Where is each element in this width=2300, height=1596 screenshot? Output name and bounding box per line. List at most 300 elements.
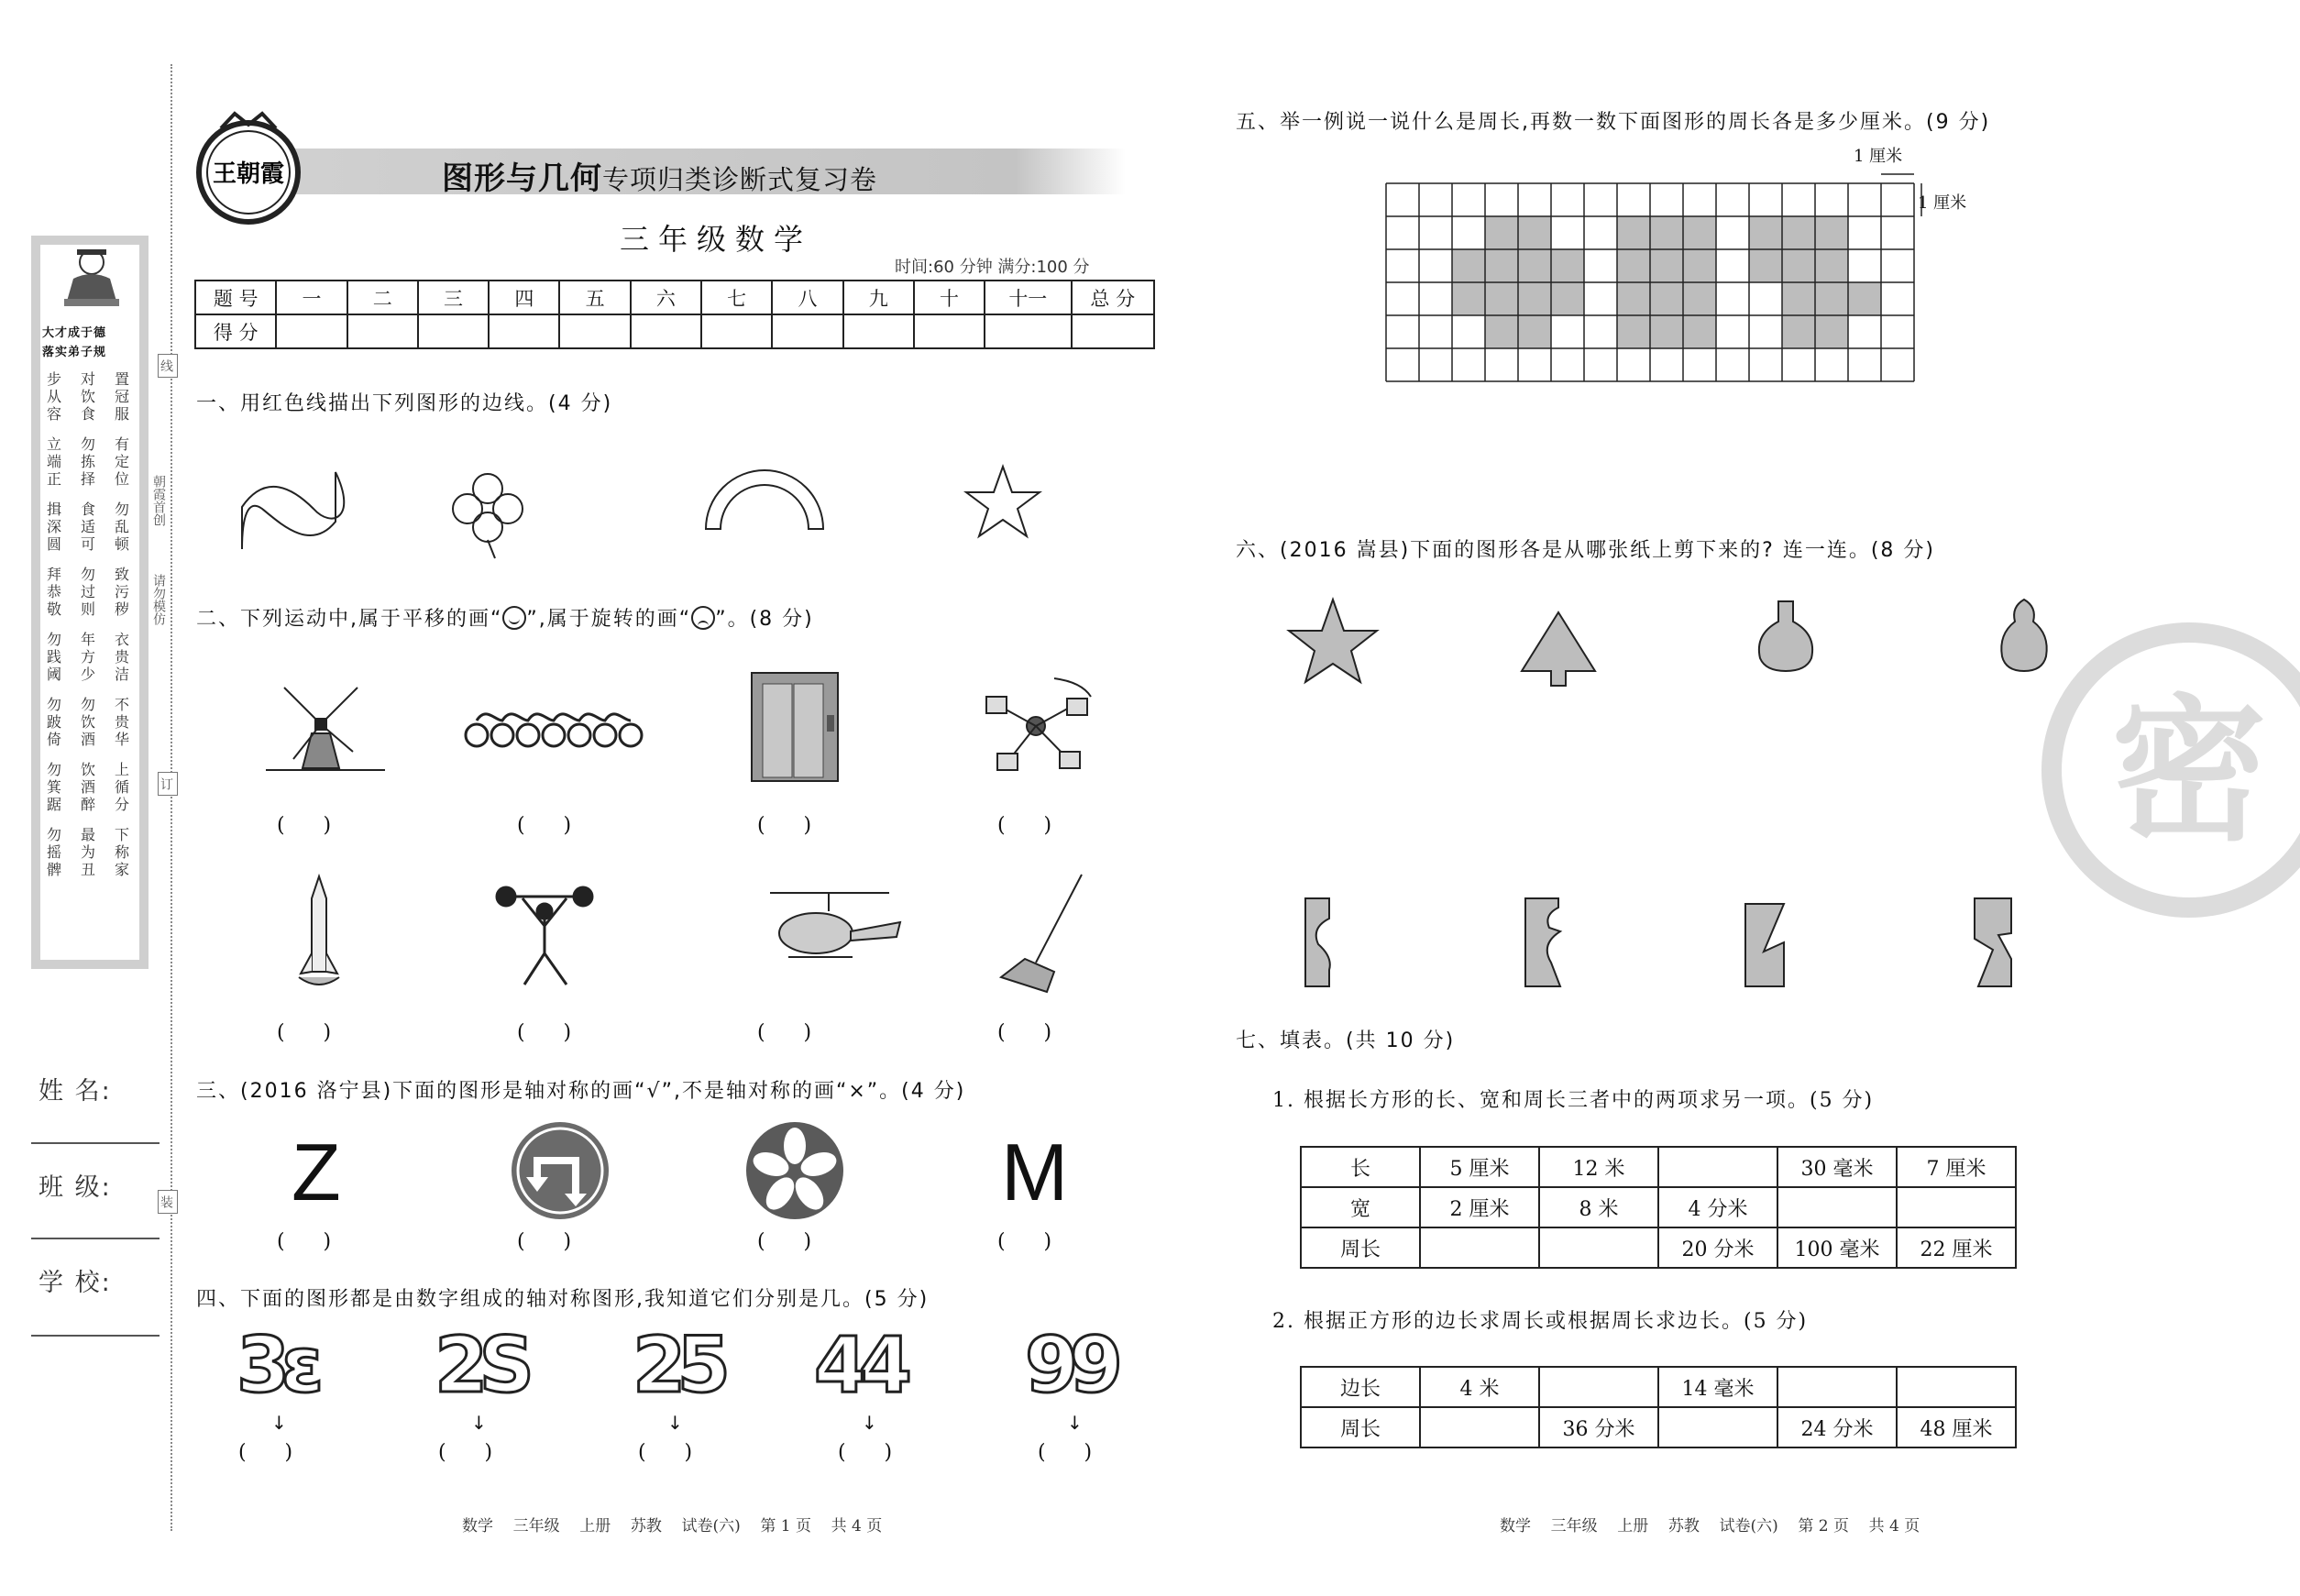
- answer-paren-q2-1[interactable]: ( ): [277, 814, 332, 837]
- exam-title: [442, 153, 877, 198]
- slogan-line-2: 落实弟子规: [42, 346, 107, 359]
- score-header-cell: 十: [914, 281, 985, 314]
- answer-cell[interactable]: [1420, 1227, 1539, 1268]
- grid-shaded-cell: [1617, 282, 1650, 315]
- rule-char: 污: [114, 583, 129, 600]
- rule-char: 勿: [46, 761, 61, 778]
- answer-cell[interactable]: [1897, 1187, 2016, 1227]
- rule-char: 置: [114, 370, 129, 388]
- digit-symmetry-shape: 99: [1025, 1320, 1114, 1410]
- rule-column: [108, 696, 136, 748]
- score-cell[interactable]: [631, 314, 701, 348]
- q2-text-a: 二、下列运动中,属于平移的画“: [196, 608, 503, 631]
- rule-char: 圆: [46, 535, 61, 553]
- answer-paren-q2-4[interactable]: ( ): [997, 814, 1052, 837]
- grid-shaded-cell: [1749, 216, 1782, 249]
- question-7-1: 1. 根据长方形的长、宽和周长三者中的两项求另一项。(5 分): [1272, 1089, 1875, 1112]
- rule-char: 择: [80, 470, 95, 488]
- score-cell[interactable]: [1072, 314, 1155, 348]
- rule-char: 家: [114, 861, 129, 878]
- q2-text-c: ”。(8 分): [715, 608, 814, 631]
- row-header: 长: [1301, 1147, 1420, 1187]
- rule-column: [108, 435, 136, 488]
- grid-shaded-cell: [1815, 315, 1848, 348]
- rectangle-table: [1300, 1146, 2017, 1269]
- elevator-icon: [752, 673, 838, 781]
- rule-char: 勿: [114, 501, 129, 518]
- rule-char: 踞: [46, 796, 61, 813]
- rule-group: [40, 435, 136, 488]
- q1-shapes: [229, 463, 1146, 564]
- given-value-cell: 7 厘米: [1897, 1147, 2016, 1187]
- time-info: 时间:60 分钟 满分:100 分: [895, 258, 1090, 277]
- given-value-cell: 12 米: [1539, 1147, 1658, 1187]
- answer-paren-q3-4[interactable]: ( ): [997, 1230, 1052, 1253]
- score-cell[interactable]: [701, 314, 772, 348]
- rule-char: 少: [80, 666, 95, 683]
- rule-char: 分: [114, 796, 129, 813]
- score-cell[interactable]: [985, 314, 1071, 348]
- answer-paren-q2-7[interactable]: ( ): [757, 1021, 812, 1044]
- rule-column: [108, 826, 136, 878]
- digit-symmetry-shape: 44: [814, 1320, 903, 1410]
- paper-piece-3[interactable]: [1745, 904, 1784, 986]
- question-4: 四、下面的图形都是由数字组成的轴对称图形,我知道它们分别是几。(5 分): [196, 1288, 930, 1311]
- rule-column: [108, 370, 136, 423]
- given-value-cell: 36 分米: [1539, 1407, 1658, 1447]
- rule-char: 则: [80, 600, 95, 618]
- given-value-cell: 4 米: [1420, 1367, 1539, 1407]
- rule-char: 有: [114, 435, 129, 453]
- score-header-row: [195, 281, 1154, 314]
- rule-char: 华: [114, 731, 129, 748]
- table-row: [1301, 1187, 2016, 1227]
- score-header-cell: 九: [843, 281, 914, 314]
- row-header: 边长: [1301, 1367, 1420, 1407]
- answer-cell[interactable]: [1777, 1367, 1897, 1407]
- rule-column: [74, 631, 102, 683]
- windmill-icon: [266, 688, 385, 770]
- answer-paren-q3-2[interactable]: ( ): [517, 1230, 572, 1253]
- rule-char: 过: [80, 583, 95, 600]
- rule-char: 洁: [114, 666, 129, 683]
- rule-char: 丑: [80, 861, 95, 878]
- answer-paren-q2-3[interactable]: ( ): [757, 814, 812, 837]
- confidential-stamp: [2033, 614, 2300, 966]
- letter-m: M: [1001, 1127, 1069, 1217]
- table-row: [1301, 1367, 2016, 1407]
- score-table: [194, 280, 1155, 349]
- scholar-figure-icon: [53, 242, 130, 319]
- score-header-cell: 一: [276, 281, 347, 314]
- score-cell[interactable]: [347, 314, 418, 348]
- rule-char: 倚: [46, 731, 61, 748]
- score-value-row[interactable]: [195, 314, 1154, 348]
- given-value-cell: 24 分米: [1777, 1407, 1897, 1447]
- score-header-cell: 四: [489, 281, 559, 314]
- grid-shaded-cell: [1518, 216, 1551, 249]
- answer-paren-q2-6[interactable]: ( ): [517, 1021, 572, 1044]
- rule-column: [40, 631, 68, 683]
- score-header-cell: 二: [347, 281, 418, 314]
- q2-row1-images: [257, 660, 1118, 788]
- name-line[interactable]: [31, 1142, 160, 1144]
- rule-char: 髀: [46, 861, 61, 878]
- score-cell[interactable]: [276, 314, 347, 348]
- score-cell[interactable]: [418, 314, 489, 348]
- rule-char: 致: [114, 566, 129, 583]
- disciple-rules: [40, 370, 136, 891]
- grid-shaded-cell: [1551, 282, 1584, 315]
- rule-char: 酒: [80, 731, 95, 748]
- rule-char: 容: [46, 405, 61, 423]
- grid-shaded-cell: [1683, 249, 1716, 282]
- rule-column: [74, 826, 102, 878]
- rule-char: 阈: [46, 666, 61, 683]
- rule-column: [108, 631, 136, 683]
- answer-paren-q2-2[interactable]: ( ): [517, 814, 572, 837]
- rule-char: 饮: [80, 761, 95, 778]
- answer-paren-q2-8[interactable]: ( ): [997, 1021, 1052, 1044]
- answer-cell[interactable]: [1658, 1407, 1777, 1447]
- turn-sign-icon: [510, 1120, 611, 1221]
- score-header-label: 题 号: [195, 281, 276, 314]
- rule-column: [74, 566, 102, 618]
- star-cutout[interactable]: [1289, 600, 1377, 682]
- grid-shaded-cell: [1452, 282, 1485, 315]
- rule-char: 下: [114, 826, 129, 843]
- rule-column: [40, 696, 68, 748]
- score-header-cell: 七: [701, 281, 772, 314]
- footer-left: 数学 三年级 上册 苏教 试卷(六) 第 1 页 共 4 页: [462, 1517, 883, 1535]
- q2-text-b: ”,属于旋转的画“: [526, 608, 692, 631]
- rule-column: [40, 826, 68, 878]
- rule-char: 酒: [80, 778, 95, 796]
- rule-char: 食: [80, 501, 95, 518]
- given-value-cell: 4 分米: [1658, 1187, 1777, 1227]
- given-value-cell: 22 厘米: [1897, 1227, 2016, 1268]
- answer-paren-q4-3[interactable]: ( ): [638, 1441, 693, 1464]
- rule-char: 正: [46, 470, 61, 488]
- answer-paren-q4-1[interactable]: ( ): [238, 1441, 293, 1464]
- rule-char: 循: [114, 778, 129, 796]
- rule-char: 醉: [80, 796, 95, 813]
- rule-group: [40, 631, 136, 683]
- rule-char: 拣: [80, 453, 95, 470]
- given-value-cell: 30 毫米: [1777, 1147, 1897, 1187]
- rule-char: 揖: [46, 501, 61, 518]
- rule-char: 深: [46, 518, 61, 535]
- rocket-launch-icon: [299, 876, 339, 985]
- paper-piece-1[interactable]: [1305, 898, 1330, 986]
- wave-shape[interactable]: [242, 472, 344, 549]
- answer-cell[interactable]: [1420, 1407, 1539, 1447]
- broom-icon: [1001, 875, 1082, 992]
- digit-symmetry-shape: 2S: [435, 1320, 525, 1410]
- table-row: [1301, 1407, 2016, 1447]
- score-header-cell: 五: [559, 281, 630, 314]
- answer-paren-q4-4[interactable]: ( ): [838, 1441, 893, 1464]
- vertical-note-2: 请勿模仿: [151, 574, 166, 625]
- given-value-cell: 20 分米: [1658, 1227, 1777, 1268]
- rule-char: 贵: [114, 648, 129, 666]
- grid-shaded-cell: [1551, 249, 1584, 282]
- rule-char: 乱: [114, 518, 129, 535]
- grid-shaded-cell: [1518, 249, 1551, 282]
- rule-column: [108, 761, 136, 813]
- answer-cell[interactable]: [1658, 1147, 1777, 1187]
- given-value-cell: 8 米: [1539, 1187, 1658, 1227]
- stamp-text: 密: [2110, 681, 2268, 863]
- square-table: [1300, 1366, 2017, 1448]
- rule-char: 勿: [80, 566, 95, 583]
- rule-column: [74, 501, 102, 553]
- score-header-cell: 十一: [985, 281, 1071, 314]
- vertical-note-1: 朝霞首创: [151, 475, 166, 526]
- publisher-logo: [180, 108, 317, 227]
- rule-char: 称: [114, 843, 129, 861]
- grid-shaded-cell: [1782, 315, 1815, 348]
- unit-label-horizontal: 1 厘米: [1854, 147, 1903, 166]
- arrow-q4-4: ↓: [862, 1412, 877, 1434]
- arrow-q4-3: ↓: [667, 1412, 683, 1434]
- arrow-cutout[interactable]: [1522, 612, 1595, 686]
- class-label: 班 级:: [39, 1173, 112, 1202]
- rule-char: 年: [80, 631, 95, 648]
- score-header-cell: 总 分: [1072, 281, 1155, 314]
- digit-symmetry-shape: 3ε: [237, 1320, 315, 1410]
- rule-char: 适: [80, 518, 95, 535]
- question-5: 五、举一例说一说什么是周长,再数一数下面图形的周长各是多少厘米。(9 分): [1236, 111, 1991, 134]
- answer-paren-q2-5[interactable]: ( ): [277, 1021, 332, 1044]
- arch-shape[interactable]: [706, 470, 823, 529]
- clover-shape[interactable]: [453, 474, 523, 558]
- binding-dotted-line: [171, 64, 172, 1531]
- score-cell[interactable]: [559, 314, 630, 348]
- rule-column: [74, 435, 102, 488]
- row-header: 周长: [1301, 1227, 1420, 1268]
- fan-ride-icon: [986, 678, 1091, 770]
- answer-cell[interactable]: [1777, 1187, 1897, 1227]
- rule-char: 冠: [114, 388, 129, 405]
- score-header-cell: 三: [418, 281, 489, 314]
- question-7-2: 2. 根据正方形的边长求周长或根据周长求边长。(5 分): [1272, 1310, 1809, 1333]
- q6-shapes: [1265, 587, 2053, 1008]
- answer-paren-q3-3[interactable]: ( ): [757, 1230, 812, 1253]
- rule-char: 为: [80, 843, 95, 861]
- grid-shaded-cell: [1518, 315, 1551, 348]
- grid-shaded-cell: [1518, 282, 1551, 315]
- grid-shaded-cell: [1815, 249, 1848, 282]
- binding-mark-bind: 订: [158, 772, 178, 796]
- score-row-label: 得 分: [195, 314, 276, 348]
- answer-paren-q3-1[interactable]: ( ): [277, 1230, 332, 1253]
- grid-shaded-cell: [1617, 315, 1650, 348]
- question-6: 六、(2016 嵩县)下面的图形各是从哪张纸上剪下来的? 连一连。(8 分): [1236, 539, 1935, 562]
- rule-char: 最: [80, 826, 95, 843]
- answer-cell[interactable]: [1897, 1367, 2016, 1407]
- rule-char: 服: [114, 405, 129, 423]
- name-label: 姓 名:: [39, 1077, 112, 1106]
- rule-group: [40, 761, 136, 813]
- rule-char: 立: [46, 435, 61, 453]
- rule-char: 跛: [46, 713, 61, 731]
- rule-column: [40, 761, 68, 813]
- rule-column: [40, 566, 68, 618]
- question-1: 一、用红色线描出下列图形的边线。(4 分): [196, 392, 613, 415]
- q5-grid: [1382, 156, 1932, 385]
- rule-char: 勿: [80, 696, 95, 713]
- rule-group: [40, 826, 136, 878]
- table-row: [1301, 1227, 2016, 1268]
- arrow-q4-2: ↓: [471, 1412, 487, 1434]
- rule-char: 勿: [46, 696, 61, 713]
- grid-shaded-cell: [1485, 315, 1518, 348]
- given-value-cell: 5 厘米: [1420, 1147, 1539, 1187]
- rule-char: 衣: [114, 631, 129, 648]
- footer-right: 数学 三年级 上册 苏教 试卷(六) 第 2 页 共 4 页: [1500, 1517, 1920, 1535]
- answer-paren-q4-5[interactable]: ( ): [1038, 1441, 1093, 1464]
- arrow-q4-1: ↓: [271, 1412, 287, 1434]
- score-cell[interactable]: [914, 314, 985, 348]
- sad-face-icon: [691, 606, 715, 630]
- grid-shaded-cell: [1782, 216, 1815, 249]
- grid-shaded-cell: [1815, 282, 1848, 315]
- row-header: 周长: [1301, 1407, 1420, 1447]
- digit-symmetry-shape: 25: [633, 1320, 721, 1410]
- grid-shaded-cell: [1650, 315, 1683, 348]
- grid-shaded-cell: [1749, 249, 1782, 282]
- grid-shaded-cell: [1683, 216, 1716, 249]
- title-bold: 图形与几何: [442, 160, 602, 197]
- unit-label-vertical: 1 厘米: [1918, 193, 1967, 213]
- logo-text: 王朝霞: [212, 160, 285, 188]
- grid-shaded-cell: [1683, 282, 1716, 315]
- given-value-cell: 100 毫米: [1777, 1227, 1897, 1268]
- score-cell[interactable]: [489, 314, 559, 348]
- rule-column: [40, 435, 68, 488]
- grid-shaded-cell: [1485, 282, 1518, 315]
- rule-char: 可: [80, 535, 95, 553]
- rule-char: 上: [114, 761, 129, 778]
- rule-char: 步: [46, 370, 61, 388]
- paper-piece-2[interactable]: [1525, 898, 1560, 986]
- grid-shaded-cell: [1485, 216, 1518, 249]
- rule-column: [40, 501, 68, 553]
- score-header-cell: 六: [631, 281, 701, 314]
- bicycle-chain-icon: [466, 714, 642, 746]
- rule-char: 恭: [46, 583, 61, 600]
- given-value-cell: 14 毫米: [1658, 1367, 1777, 1407]
- rule-char: 顿: [114, 535, 129, 553]
- star-shape[interactable]: [966, 467, 1040, 536]
- rule-char: 对: [80, 370, 95, 388]
- rule-char: 饮: [80, 713, 95, 731]
- grid-shaded-cell: [1683, 315, 1716, 348]
- bauhinia-emblem-icon: [744, 1120, 845, 1221]
- arrow-q4-5: ↓: [1067, 1412, 1083, 1434]
- rule-char: 贵: [114, 713, 129, 731]
- rule-char: 秽: [114, 600, 129, 618]
- rule-char: 定: [114, 453, 129, 470]
- bottle-cutout[interactable]: [1759, 601, 1812, 671]
- school-line[interactable]: [31, 1335, 160, 1337]
- score-header-cell: 八: [772, 281, 842, 314]
- score-cell[interactable]: [772, 314, 842, 348]
- paper-piece-4[interactable]: [1975, 898, 2011, 986]
- q2-row2-images: [257, 871, 1118, 999]
- letter-z: Z: [292, 1127, 341, 1217]
- rule-char: 食: [80, 405, 95, 423]
- rule-char: 摇: [46, 843, 61, 861]
- grade-subject: 三年级数学: [620, 222, 813, 257]
- rule-column: [74, 761, 102, 813]
- rule-column: [74, 696, 102, 748]
- grid-shaded-cell: [1617, 216, 1650, 249]
- rule-char: 不: [114, 696, 129, 713]
- grid-shaded-cell: [1650, 249, 1683, 282]
- rule-group: [40, 501, 136, 553]
- rule-char: 方: [80, 648, 95, 666]
- grid-shaded-cell: [1452, 249, 1485, 282]
- grid-shaded-cell: [1782, 282, 1815, 315]
- grid-shaded-cell: [1650, 282, 1683, 315]
- grid-shaded-cell: [1617, 249, 1650, 282]
- rule-char: 位: [114, 470, 129, 488]
- rule-char: 勿: [46, 826, 61, 843]
- rule-group: [40, 370, 136, 423]
- rule-group: [40, 696, 136, 748]
- slogan-line-1: 大才成于德: [42, 326, 107, 340]
- rule-char: 饮: [80, 388, 95, 405]
- rule-char: 端: [46, 453, 61, 470]
- row-header: 宽: [1301, 1187, 1420, 1227]
- rule-column: [40, 370, 68, 423]
- rule-char: 敬: [46, 600, 61, 618]
- rule-char: 勿: [80, 435, 95, 453]
- given-value-cell: 48 厘米: [1897, 1407, 2016, 1447]
- class-line[interactable]: [31, 1238, 160, 1239]
- rule-char: 拜: [46, 566, 61, 583]
- question-2: [196, 603, 814, 632]
- answer-cell[interactable]: [1539, 1227, 1658, 1268]
- rule-group: [40, 566, 136, 618]
- rule-char: 践: [46, 648, 61, 666]
- binding-mark-line: 线: [158, 354, 178, 378]
- title-rest: 专项归类诊断式复习卷: [602, 164, 878, 195]
- answer-cell[interactable]: [1539, 1367, 1658, 1407]
- answer-paren-q4-2[interactable]: ( ): [438, 1441, 493, 1464]
- score-cell[interactable]: [843, 314, 914, 348]
- grid-shaded-cell: [1782, 249, 1815, 282]
- rule-column: [108, 501, 136, 553]
- rule-char: 箕: [46, 778, 61, 796]
- school-label: 学 校:: [39, 1269, 112, 1297]
- rule-column: [74, 370, 102, 423]
- smile-face-icon: [502, 606, 526, 630]
- grid-shaded-cell: [1650, 216, 1683, 249]
- table-row: [1301, 1147, 2016, 1187]
- question-7: 七、填表。(共 10 分): [1236, 1029, 1456, 1052]
- rule-char: 勿: [46, 631, 61, 648]
- grid-shaded-cell: [1848, 282, 1881, 315]
- grid-shaded-cell: [1815, 216, 1848, 249]
- rule-char: 从: [46, 388, 61, 405]
- grid-shaded-cell: [1485, 249, 1518, 282]
- helicopter-icon: [770, 893, 900, 957]
- binding-mark-install: 装: [158, 1190, 178, 1214]
- weightlifter-icon: [497, 887, 592, 985]
